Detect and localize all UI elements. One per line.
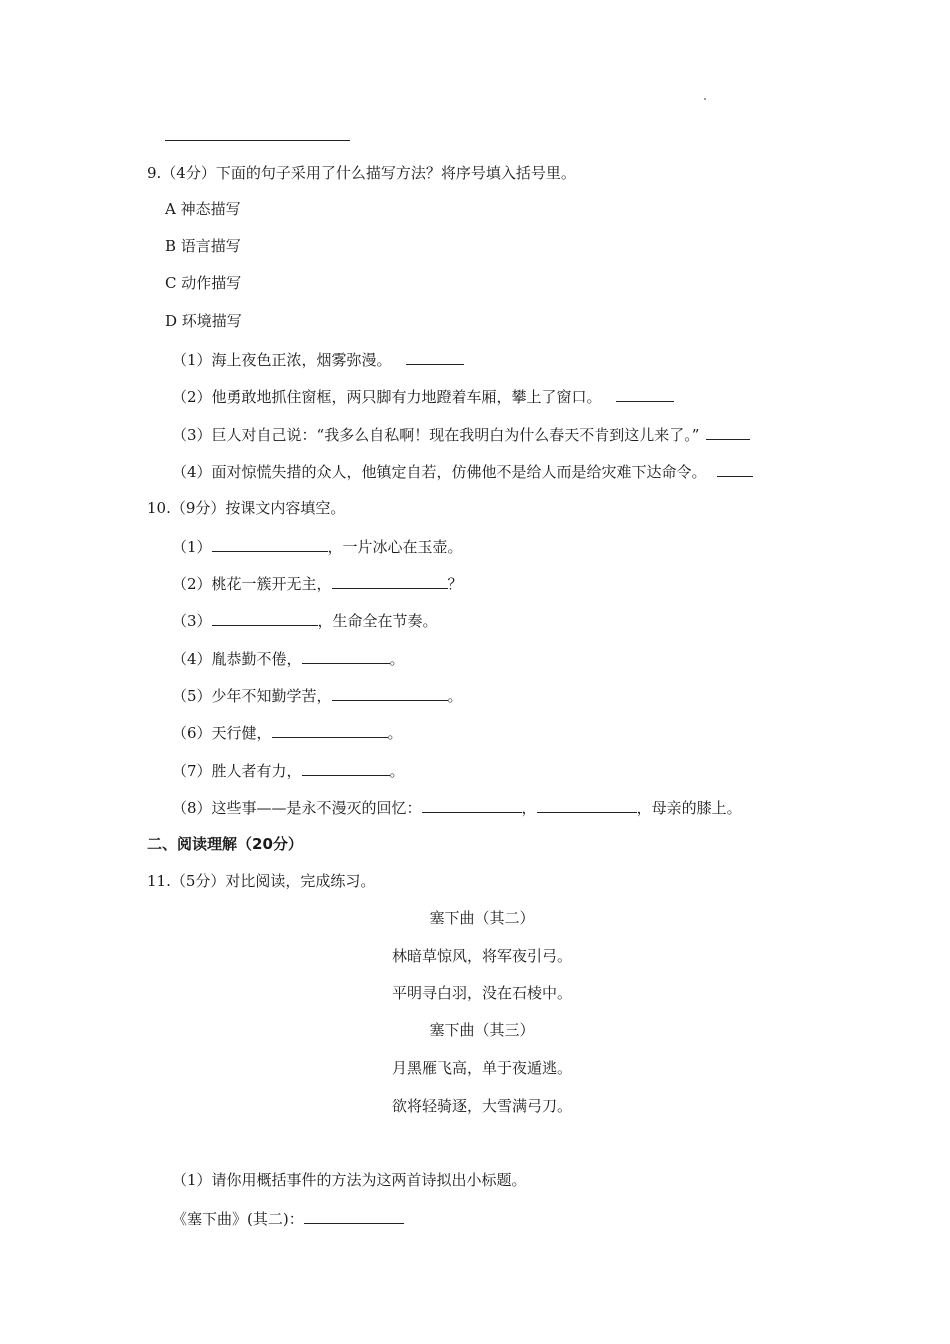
poem-2-title: 塞下曲（其三） (429, 1021, 535, 1039)
q10-item-3-prefix: （3） (172, 612, 212, 630)
q10-item-2-blank[interactable] (332, 573, 448, 589)
q10-item-1-suffix: ，一片冰心在玉壶。 (327, 538, 463, 556)
q10-item-8-blank-1[interactable] (422, 797, 522, 813)
q9-item-2 (172, 386, 674, 407)
poem-2-line-1: 月黑雁飞高，单于夜遁逃。 (391, 1059, 572, 1077)
q10-item-6-prefix: （6）天行健， (172, 724, 272, 742)
q10-item-2-suffix: ？ (447, 575, 463, 593)
poem-1-line-1: 林暗草惊风，将军夜引弓。 (391, 947, 572, 965)
q10-item-4-prefix: （4）胤恭勤不倦， (172, 650, 302, 668)
q10-item-8-blank-2[interactable] (537, 797, 637, 813)
q10-item-4 (172, 648, 405, 669)
poem-2-line-2: 欲将轻骑逐，大雪满弓刀。 (391, 1097, 572, 1115)
q10-item-7-blank[interactable] (302, 760, 390, 776)
previous-answer-line (165, 140, 350, 141)
q9-option-d: D 环境描写 (165, 312, 242, 330)
q10-item-8-suffix: ，母亲的膝上。 (636, 799, 742, 817)
q10-item-5-blank[interactable] (332, 685, 448, 701)
q10-item-5-suffix: 。 (447, 687, 463, 705)
q10-item-7 (172, 760, 405, 781)
q9-item-4-text: （4）面对惊慌失措的众人，他镇定自若，仿佛他不是给人而是给灾难下达命令。 (172, 463, 707, 481)
q9-item-4 (172, 461, 753, 482)
q10-item-3-suffix: ，生命全在节奏。 (317, 612, 438, 630)
q10-item-3 (172, 610, 438, 631)
q9-option-a: A 神态描写 (165, 200, 241, 218)
q10-item-7-suffix: 。 (389, 762, 405, 780)
q10-item-1-prefix: （1） (172, 538, 212, 556)
q9-item-1 (172, 349, 464, 370)
q9-item-1-text: （1）海上夜色正浓，烟雾弥漫。 (172, 351, 392, 369)
q10-item-6-suffix: 。 (387, 724, 403, 742)
q9-item-2-text: （2）他勇敢地抓住窗框，两只脚有力地蹬着车厢，攀上了窗口。 (172, 388, 602, 406)
q10-item-5-prefix: （5）少年不知勤学苦， (172, 687, 332, 705)
q10-item-1 (172, 536, 463, 557)
q9-item-3-text: （3）巨人对自己说：“我多么自私啊！现在我明白为什么春天不肯到这儿来了。” (172, 426, 700, 444)
q9-item-3 (172, 424, 750, 445)
q9-item-1-answer-blank[interactable] (406, 349, 464, 365)
q9-item-3-answer-blank[interactable] (706, 424, 750, 440)
q10-item-4-suffix: 。 (389, 650, 405, 668)
q11-answer-1 (172, 1208, 404, 1229)
q10-item-6-blank[interactable] (272, 722, 388, 738)
q10-stem: 10.（9分）按课文内容填空。 (147, 499, 346, 517)
q10-item-2 (172, 573, 463, 594)
q11-sub-question-1: （1）请你用概括事件的方法为这两首诗拟出小标题。 (172, 1171, 527, 1189)
q10-item-8 (172, 797, 742, 818)
q11-answer-1-blank[interactable] (304, 1208, 404, 1224)
q10-item-7-prefix: （7）胜人者有力， (172, 762, 302, 780)
q9-stem: 9.（4分）下面的句子采用了什么描写方法？将序号填入括号里。 (147, 164, 576, 182)
q11-answer-1-label: 《塞下曲》(其二)： (172, 1210, 304, 1228)
q9-option-b: B 语言描写 (165, 237, 241, 255)
q9-option-c: C 动作描写 (165, 274, 242, 292)
q10-item-1-blank[interactable] (212, 536, 328, 552)
q10-item-8-prefix: （8）这些事——是永不漫灭的回忆： (172, 799, 422, 817)
stray-dot (704, 98, 706, 100)
q9-item-4-answer-blank[interactable] (717, 461, 753, 477)
poem-1-title: 塞下曲（其二） (429, 909, 535, 927)
q10-item-6 (172, 722, 403, 743)
poem-1-line-2: 平明寻白羽，没在石棱中。 (391, 984, 572, 1002)
q10-item-3-blank[interactable] (212, 610, 318, 626)
section-2-title: 二、阅读理解（20分） (147, 835, 303, 853)
q11-stem: 11.（5分）对比阅读，完成练习。 (147, 872, 376, 890)
q10-item-8-middle: ， (521, 799, 537, 817)
q9-item-2-answer-blank[interactable] (616, 386, 674, 402)
q10-item-4-blank[interactable] (302, 648, 390, 664)
q10-item-5 (172, 685, 463, 706)
q10-item-2-prefix: （2）桃花一簇开无主， (172, 575, 332, 593)
